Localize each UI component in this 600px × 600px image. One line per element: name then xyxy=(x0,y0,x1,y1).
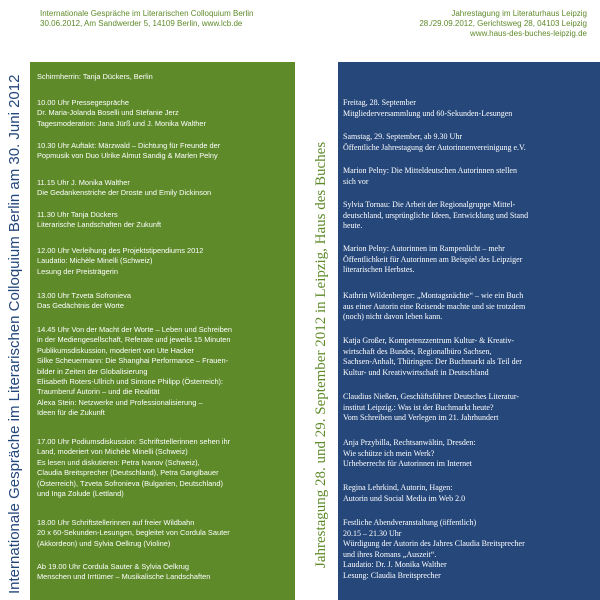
berlin-item-opening: 10.30 Uhr Auftakt: Märzwald – Dichtung für Freunde der Popmusik von Duo Ulrike Almut Sandig & Marlen Pelny xyxy=(37,141,221,161)
leipzig-item-niessen: Claudius Nießen, Geschäftsführer Deutsches Literatur- institut Leipzig.: Was ist der Buchmarkt heute? Vom Schreiben und Verlegen im 21. Jahrhundert xyxy=(343,392,519,423)
berlin-item-press: 10.00 Uhr Pressegespräche Dr. Maria-Jolanda Boselli und Stefanie Jerz Tagesmoderation: Jana Jürß und J. Monika Walther xyxy=(37,98,206,128)
leipzig-item-wildenberger: Kathrin Wildenberger: „Montagsnächte“ – wie ein Buch aus einer Autorin eine Reisende machte und sie trotzdem (noch) nicht davon leben kann. xyxy=(343,291,526,322)
leipzig-item-tornau: Sylvia Tornau: Die Arbeit der Regionalgruppe Mittel- deutschland, ursprüngliche Ideen, Entwicklung und Stand heute. xyxy=(343,200,529,231)
leipzig-item-evening: Festliche Abendveranstaltung (öffentlich) 20.15 – 21.30 Uhr Würdigung der Autorin des Jahres Claudia Breitsprecher und ihres Romans „Auszeit“. Laudatio: Dr. J. Monika Walther Lesung: Claudia Breitsprecher xyxy=(343,518,525,580)
leipzig-header-title: Jahrestagung im Literaturhaus Leipzig xyxy=(451,9,587,18)
berlin-program-panel xyxy=(30,62,295,600)
leipzig-item-friday: Freitag, 28. September Mitgliederversammlung und 60-Sekunden-Lesungen xyxy=(343,98,513,118)
leipzig-program-panel xyxy=(338,62,600,600)
berlin-patron: Schirmherrin: Tanja Dückers, Berlin xyxy=(37,72,153,81)
berlin-item-readings: 18.00 Uhr Schriftstellerinnen auf freier Wildbahn 20 x 60-Sekunden-Lesungen, begleitet von Cordula Sauter (Akkordeon) und Sylvia Oelkrug (Violine) xyxy=(37,518,230,548)
berlin-item-panel: 17.00 Uhr Podiumsdiskussion: Schriftstellerinnen sehen ihr Land, moderiert von Michèle Minelli (Schweiz) Es lesen und diskutieren: Petra Ivanov (Schweiz), Claudia Breitsprecher (Deutschland), Petra Ganglbauer (Österreich), Tzveta Sofronieva (Bulgarien, Deutschland) und Inga Zolude (Lettland) xyxy=(37,437,231,499)
leipzig-item-przybilla: Anja Przybilla, Rechtsanwältin, Dresden: Wie schütze ich mein Werk? Urheberrecht für Autorinnen im Internet xyxy=(343,438,476,469)
leipzig-header-address: 28./29.09.2012, Gerichtsweg 28, 04103 Leipzig xyxy=(419,19,587,28)
berlin-header-address: 30.06.2012, Am Sandwerder 5, 14109 Berlin, www.lcb.de xyxy=(40,19,243,28)
berlin-item-award: 12.00 Uhr Verleihung des Projektstipendiums 2012 Laudatio: Michèle Minelli (Schweiz) Lesung der Preisträgerin xyxy=(37,246,204,276)
leipzig-item-pelny-1: Marion Pelny: Die Mitteldeutschen Autorinnen stellen sich vor xyxy=(343,166,517,186)
leipzig-item-lehrkind: Regina Lehrkind, Autorin, Hagen: Autorin und Social Media im Web 2.0 xyxy=(343,483,466,503)
leipzig-vertical-title: Jahrestagung 28. und 29. September 2012 in Leipzig, Haus des Buches xyxy=(313,141,329,568)
berlin-item-music: Ab 19.00 Uhr Cordula Sauter & Sylvia Oelkrug Menschen und Irrtümer – Musikalische Landschaften xyxy=(37,562,211,582)
leipzig-header xyxy=(330,9,587,39)
leipzig-item-saturday: Samstag, 29. September, ab 9.30 Uhr Öffentliche Jahrestagung der Autorinnenvereinigung e.V. xyxy=(343,132,526,152)
berlin-item-dueckers: 11.30 Uhr Tanja Dückers Literarische Landschaften der Zukunft xyxy=(37,210,162,230)
leipzig-item-pelny-2: Marion Pelny: Autorinnen im Rampenlicht – mehr Öffentlichkeit für Autorinnen am Beispiel des Leipziger literarischen Herbstes. xyxy=(343,244,523,275)
berlin-item-walther: 11.15 Uhr J. Monika Walther Die Gedankenstriche der Droste und Emily Dickinson xyxy=(37,178,212,198)
berlin-item-talks: 14.45 Uhr Von der Macht der Worte – Leben und Schreiben in der Mediengesellschaft, Referate und jeweils 15 Minuten Publikumsdiskussion, moderiert von Ute Hacker Silke Scheuermann: Die Shanghai Performance – Frauen- bilder in Zeiten der Globalisierung Elisabeth Roters-Ullrich und Simone Philipp (Österreich): Traumberuf Autorin – und die Realität Alexa Stein: Netzwerke und Professionalisierung – Ideen für die Zukunft xyxy=(37,325,233,418)
leipzig-header-website: www.haus-des-buches-leipzig.de xyxy=(470,29,587,38)
berlin-item-sofronieva: 13.00 Uhr Tzveta Sofronieva Das Gedächtnis der Worte xyxy=(37,291,131,311)
berlin-header xyxy=(40,9,300,29)
berlin-header-title: Internationale Gespräche im Literarischen Colloquium Berlin xyxy=(40,9,254,18)
berlin-vertical-title: Internationale Gespräche im Literarischen Colloquium Berlin am 30. Juni 2012 xyxy=(6,74,23,594)
leipzig-item-grosser: Katja Großer, Kompetenzzentrum Kultur- & Kreativ- wirtschaft des Bundes, Regionalbüro Sachsen, Sachsen-Anhalt, Thüringen: Der Buchmarkt als Teil der Kultur- und Kreativwirtschaft in Deutschland xyxy=(343,336,522,377)
